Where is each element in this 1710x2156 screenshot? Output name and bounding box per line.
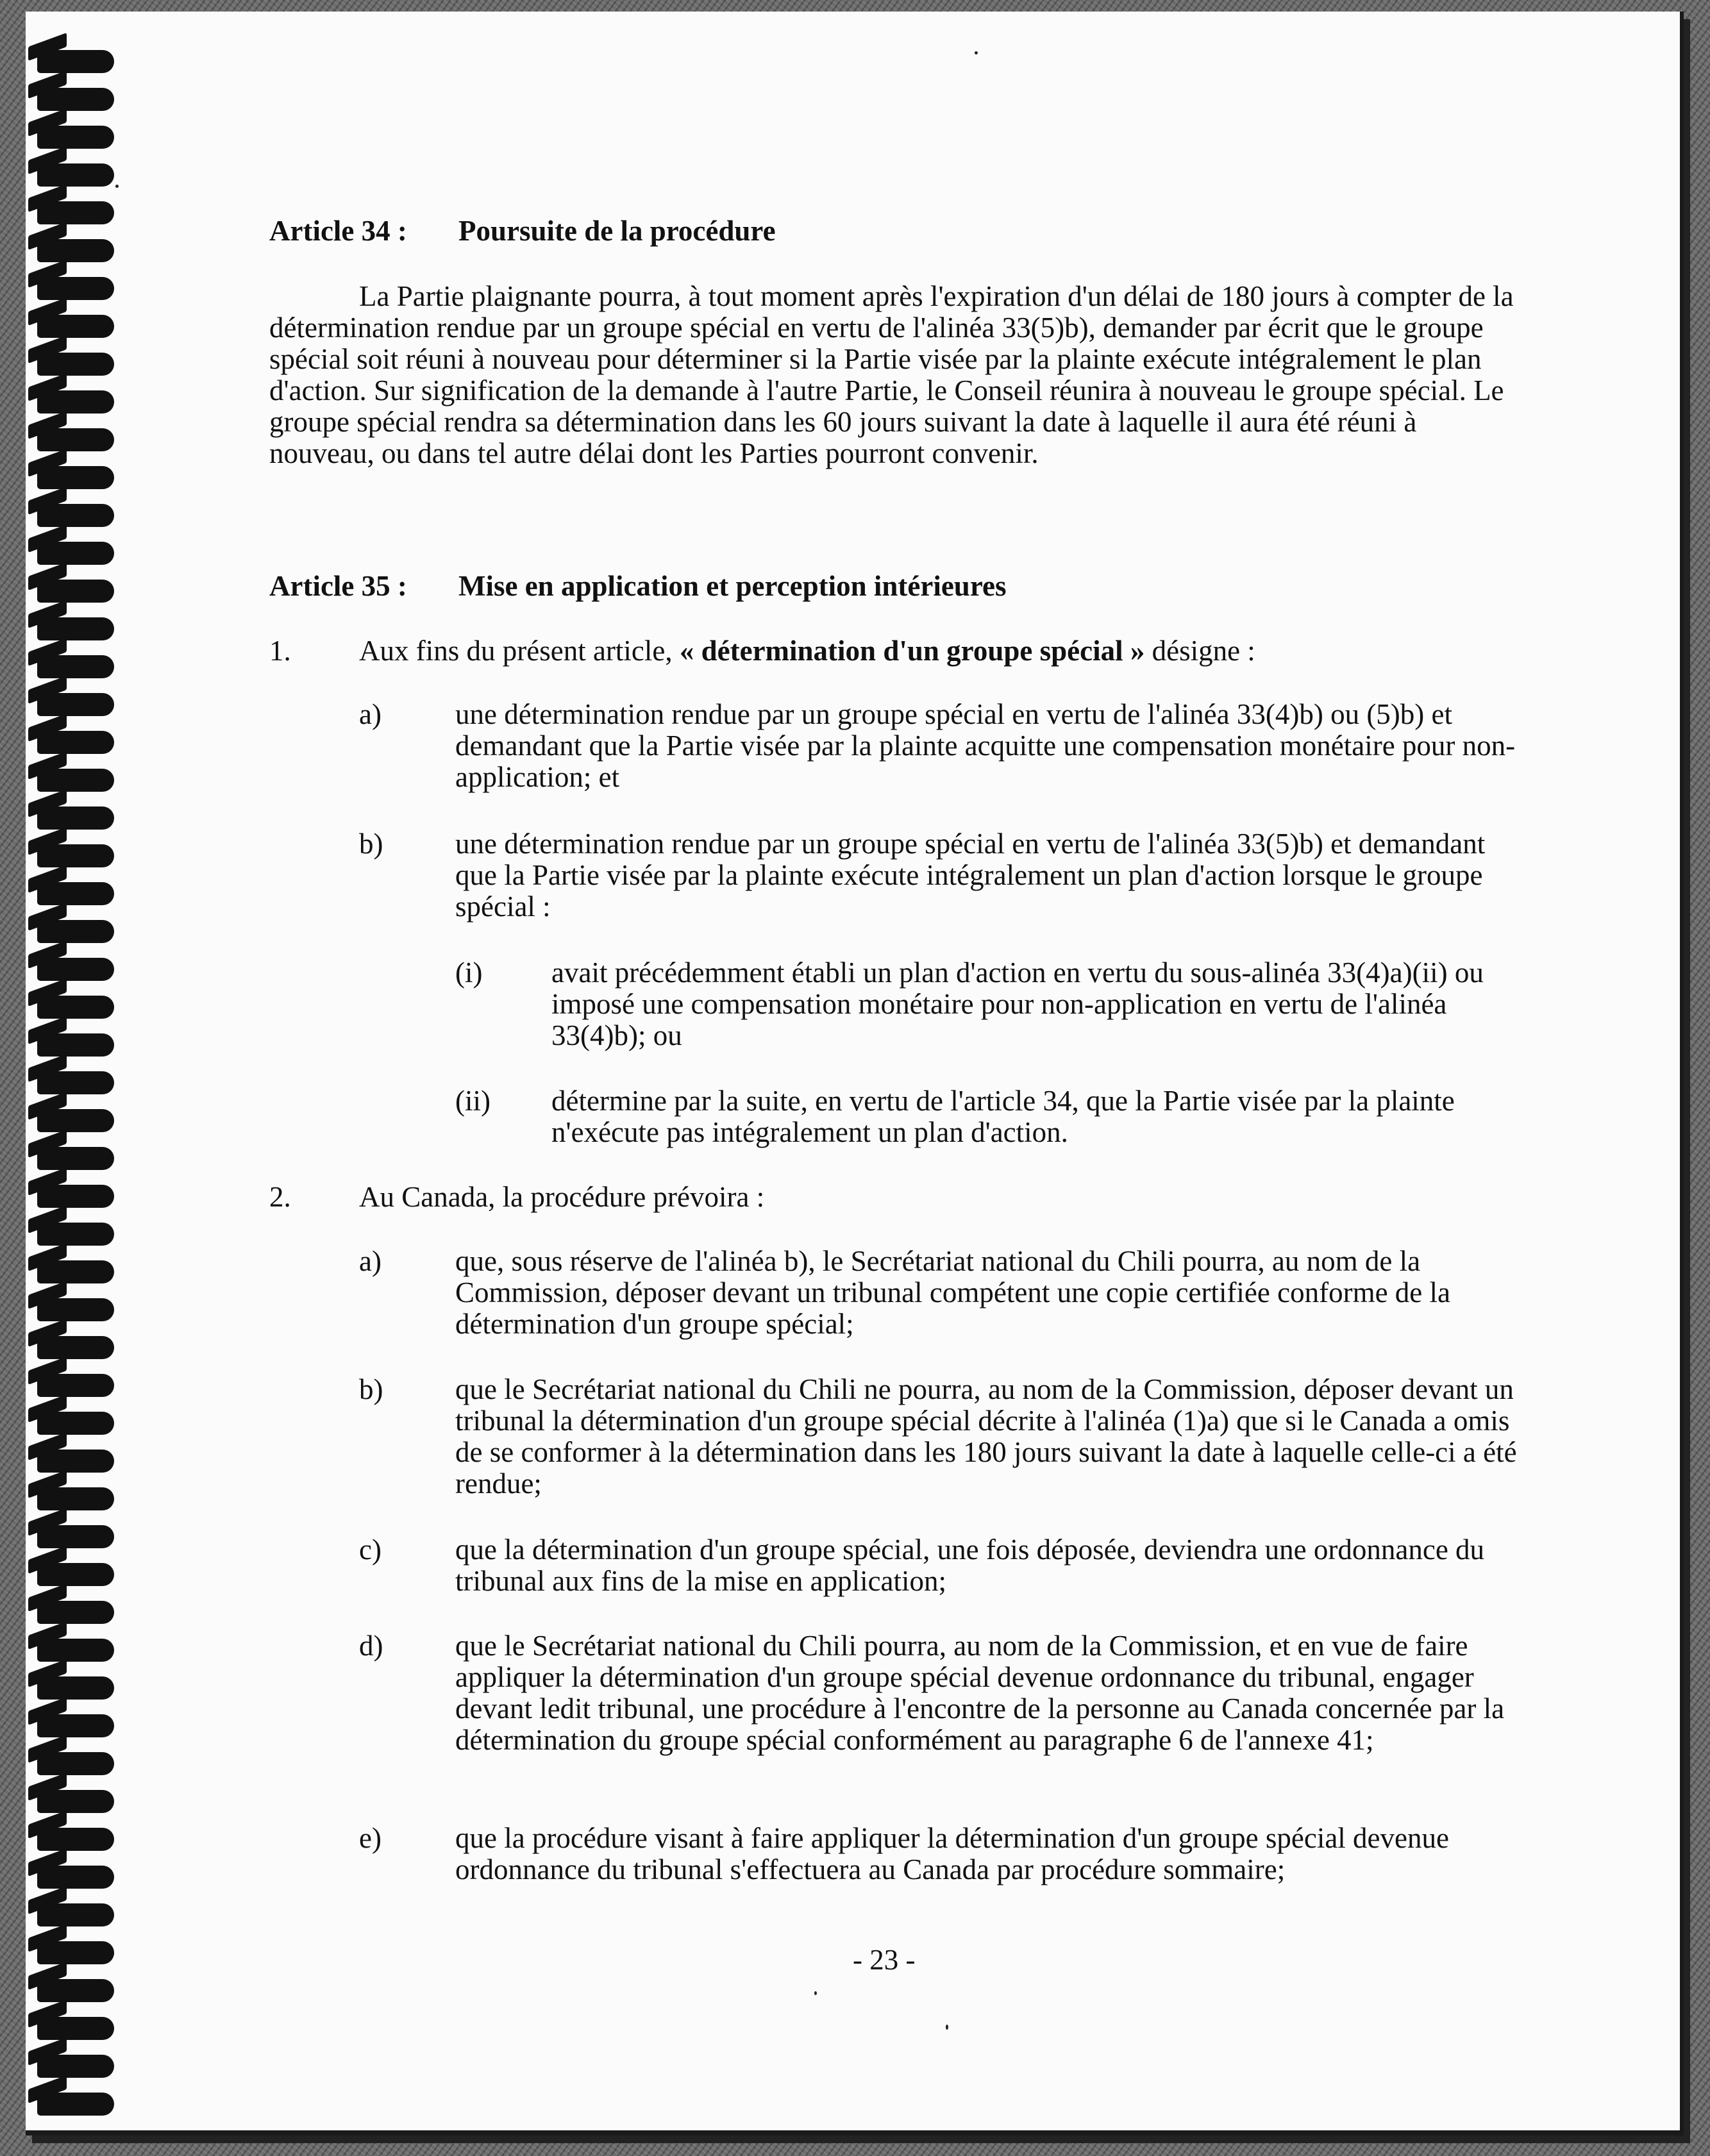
article-34-heading <box>269 215 776 247</box>
binding-ring <box>37 353 114 376</box>
binding-ring <box>37 1563 114 1586</box>
binding-ring <box>37 428 114 451</box>
binding-ring <box>37 1979 114 2002</box>
binding-ring <box>37 2017 114 2040</box>
binding-ring <box>37 277 114 300</box>
p2-item-a-label: a) <box>359 1245 381 1277</box>
item-b-label: b) <box>359 828 383 860</box>
binding-ring <box>37 958 114 981</box>
scan-speck <box>975 51 978 54</box>
paragraph-2-label: 2. <box>269 1181 291 1213</box>
binding-ring <box>37 1714 114 1737</box>
binding-ring <box>37 50 114 73</box>
subitem-i-text: avait précédemment établi un plan d'action en vertu du sous-alinéa 33(4)a)(ii) ou imposé une compensation monétaire pour non-application en vertu de l'alinéa 33(4)b); ou <box>551 957 1484 1051</box>
binding-ring <box>37 1185 114 1208</box>
p2-item-a-text: que, sous réserve de l'alinéa b), le Secrétariat national du Chili pourra, au nom de la Commission, déposer devant un tribunal compétent une copie certifiée conforme de la détermination d'un groupe spécial; <box>455 1245 1450 1340</box>
binding-ring <box>37 126 114 149</box>
binding-ring <box>37 1071 114 1094</box>
binding-ring <box>37 655 114 678</box>
binding-ring <box>37 2093 114 2116</box>
binding-ring <box>37 882 114 905</box>
binding-ring <box>37 239 114 262</box>
article-35-heading <box>269 571 1006 602</box>
defined-term: « détermination d'un groupe spécial » <box>679 635 1145 667</box>
scan-speck <box>946 2025 948 2030</box>
p2-item-d-label: d) <box>359 1630 383 1662</box>
binding-ring <box>37 1033 114 1057</box>
paragraph-1-text-before: Aux fins du présent article, <box>359 635 680 667</box>
article-34-number: Article 34 : <box>269 215 407 247</box>
item-a-text: une détermination rendue par un groupe spécial en vertu de l'alinéa 33(4)b) ou (5)b) et demandant que la Partie visée par la plainte acquitte une compensation monétaire pour non-application; et <box>455 698 1516 793</box>
article-35-title: Mise en application et perception intérieures <box>458 570 1007 602</box>
p2-item-b-label: b) <box>359 1373 383 1405</box>
article-34-body: La Partie plaignante pourra, à tout moment après l'expiration d'un délai de 180 jours à compter de la détermination rendue par un groupe spécial en vertu de l'alinéa 33(5)b), demander par écrit que le groupe spécial soit réuni à nouveau pour déterminer si la Partie visée par la plainte exécute intégralement le plan d'action. Sur signification de la demande à l'autre Partie, le Conseil réunira à nouveau le groupe spécial. Le groupe spécial rendra sa détermination dans les 60 jours suivant la date à laquelle il aura été réuni à nouveau, ou dans tel autre délai dont les Parties pourront convenir. <box>269 280 1514 469</box>
binding-ring <box>37 1525 114 1548</box>
binding-ring <box>37 163 114 187</box>
paragraph-1-text <box>359 635 1255 667</box>
binding-ring <box>37 1336 114 1359</box>
article-35-paragraph-2 <box>269 1182 1539 1214</box>
binding-ring <box>37 504 114 527</box>
binding-ring <box>37 1676 114 1700</box>
binding-ring <box>37 1374 114 1397</box>
binding-ring <box>37 88 114 111</box>
p2-item-c-text: que la détermination d'un groupe spécial, une fois déposée, deviendra une ordonnance du tribunal aux fins de la mise en application; <box>455 1533 1485 1597</box>
subitem-i-label: (i) <box>455 957 483 989</box>
binding-ring <box>37 315 114 338</box>
document-page <box>26 12 1684 2135</box>
page-number: - 23 - <box>853 1944 916 1976</box>
binding-ring <box>37 1866 114 1889</box>
binding-ring <box>37 1828 114 1851</box>
subitem-ii-text: détermine par la suite, en vertu de l'article 34, que la Partie visée par la plainte n'exécute pas intégralement un plan d'action. <box>551 1085 1455 1148</box>
binding-ring <box>37 390 114 414</box>
binding-ring <box>37 1903 114 1926</box>
subitem-ii-label: (ii) <box>455 1085 490 1117</box>
binding-ring <box>37 1487 114 1510</box>
binding-ring <box>37 1601 114 1624</box>
binding-ring <box>37 2055 114 2078</box>
binding-ring <box>37 731 114 754</box>
binding-ring <box>37 769 114 792</box>
p2-item-e-text: que la procédure visant à faire appliquer la détermination d'un groupe spécial devenue ordonnance du tribunal s'effectuera au Canada par procédure sommaire; <box>455 1822 1449 1885</box>
binding-ring <box>37 996 114 1019</box>
binding-ring <box>37 1412 114 1435</box>
binding-ring <box>37 617 114 640</box>
paragraph-2-text: Au Canada, la procédure prévoira : <box>359 1181 765 1213</box>
item-a-label: a) <box>359 698 381 730</box>
binding-ring <box>37 1450 114 1473</box>
binding-ring <box>37 1752 114 1775</box>
scan-speck <box>814 1991 817 1995</box>
binding-ring <box>37 1147 114 1170</box>
binding-ring <box>37 1790 114 1813</box>
p2-item-d-text: que le Secrétariat national du Chili pourra, au nom de la Commission, et en vue de faire appliquer la détermination d'un groupe spécial devenue ordonnance du tribunal, engager devant ledit tribunal, une procédure à l'encontre de la personne au Canada concernée par la détermination du groupe spécial conformément au paragraphe 6 de l'annexe 41; <box>455 1630 1505 1756</box>
paragraph-1-text-after: désigne : <box>1144 635 1255 667</box>
p2-item-b-text: que le Secrétariat national du Chili ne pourra, au nom de la Commission, déposer devant un tribunal la détermination d'un groupe spécial décrite à l'alinéa (1)a) que si le Canada a omis de se conformer à la détermination dans les 180 jours suivant la date à laquelle celle-ci a été rendue; <box>455 1373 1517 1500</box>
binding-ring <box>37 920 114 943</box>
binding-ring <box>37 1260 114 1283</box>
scan-speck <box>115 185 119 188</box>
binding-ring <box>37 1223 114 1246</box>
article-35-number: Article 35 : <box>269 570 407 602</box>
binding-ring <box>37 466 114 489</box>
paragraph-1-label: 1. <box>269 635 291 667</box>
binding-ring <box>37 806 114 830</box>
p2-item-e-label: e) <box>359 1822 381 1854</box>
article-34-title: Poursuite de la procédure <box>458 215 776 247</box>
binding-ring <box>37 1639 114 1662</box>
article-35-paragraph-1 <box>269 635 1539 667</box>
p2-item-c-label: c) <box>359 1533 381 1566</box>
binding-ring <box>37 580 114 603</box>
item-b-text: une détermination rendue par un groupe spécial en vertu de l'alinéa 33(5)b) et demandant que la Partie visée par la plainte exécute intégralement un plan d'action lorsque le groupe spécial : <box>455 828 1486 923</box>
spiral-binding <box>26 37 122 2127</box>
binding-ring <box>37 1298 114 1321</box>
binding-ring <box>37 201 114 224</box>
binding-ring <box>37 844 114 867</box>
binding-ring <box>37 693 114 716</box>
binding-ring <box>37 1941 114 1964</box>
binding-ring <box>37 1109 114 1132</box>
binding-ring <box>37 542 114 565</box>
